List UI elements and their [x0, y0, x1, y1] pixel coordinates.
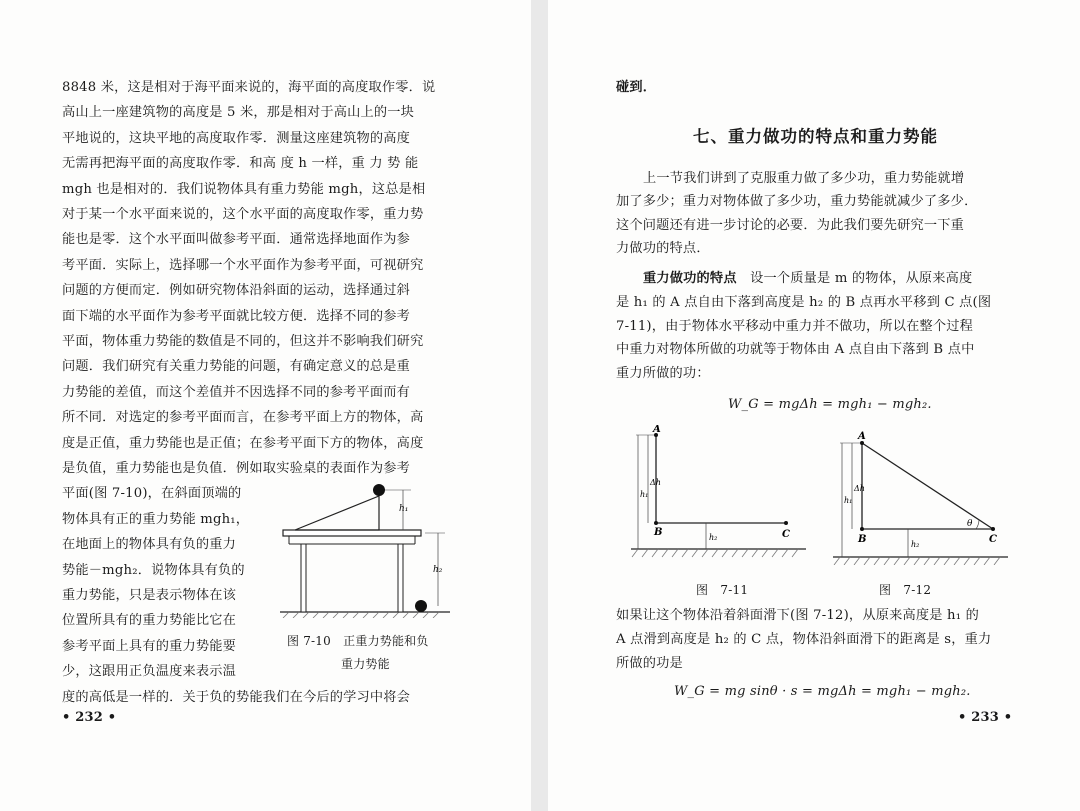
fig11-label-B: B [654, 527, 663, 538]
text-line: 考平面．实际上，选择哪一个水平面作为参考平面，可视研究 [62, 257, 424, 273]
fig12-label-dh: Δh [854, 484, 865, 493]
text-line: 高山上一座建筑物的高度是 5 米，那是相对于高山上的一块 [62, 105, 415, 121]
text-line: 8848 米，这是相对于海平面来说的，海平面的高度取作零．说 [62, 80, 436, 95]
fig12-label-A: A [858, 431, 866, 442]
text-line: A 点滑到高度是 h₂ 的 C 点，物体沿斜面滑下的距离是 s，重力 [616, 632, 992, 647]
figure-7-12-diagram [828, 425, 1013, 565]
text-line: 是负值，重力势能也是负值．例如取实验桌的表面作为参考 [62, 461, 411, 476]
figure-7-10-caption: 图 7-10 正重力势能和负 [287, 634, 429, 648]
text-line: 平地说的，这块平地的高度取作零．测量这座建筑物的高度 [62, 130, 411, 146]
text-line: 度是正值，重力势能也是正值；在参考平面下方的物体，高度 [62, 435, 424, 451]
text-line: 重力势能，只是表示物体在该 [62, 588, 237, 603]
text-line: 7-11)，由于物体水平移动中重力并不做功，所以在整个过程 [616, 318, 974, 334]
text-line: mgh 也是相对的．我们说物体具有重力势能 mgh，这总是相 [62, 181, 426, 197]
text-line: 所做的功是 [616, 656, 683, 671]
figure-7-11-diagram [626, 425, 811, 565]
text-line: 位置所具有的重力势能比它在 [62, 613, 237, 629]
text-line: 如果让这个物体沿着斜面滑下(图 7-12)，从原来高度是 h₁ 的 [616, 608, 979, 623]
figure-7-11-caption: 图 7-11 [696, 583, 749, 597]
text-line: 力做功的特点． [616, 240, 710, 256]
page-number-right: • 233 • [958, 710, 1013, 725]
formula-work-free-fall: W_G = mgΔh = mgh₁ − mgh₂. [728, 397, 932, 412]
text-line: 能也是零．这个水平面叫做参考平面．通常选择地面作为参 [62, 232, 411, 248]
feature-first-line-text: 设一个质量是 m 的物体，从原来高度 [750, 271, 973, 286]
fig11-label-dh: Δh [650, 478, 661, 487]
fig12-label-B: B [858, 534, 867, 545]
fig12-label-theta: θ [967, 519, 973, 529]
text-line: 是 h₁ 的 A 点自由下落到高度是 h₂ 的 B 点再水平移到 C 点(图 [616, 295, 992, 310]
text-line: 面下端的水平面作为参考平面就比较方便．选择不同的参考 [62, 308, 411, 324]
text-line: 平面(图 7-10)，在斜面顶端的 [62, 486, 242, 502]
section-heading: 七、重力做功的特点和重力势能 [693, 127, 938, 146]
fig11-label-h2: h₂ [709, 533, 718, 542]
text-line: 中重力对物体所做的功就等于物体由 A 点自由下落到 B 点中 [616, 342, 975, 357]
text-line: 上一节我们讲到了克服重力做了多少功，重力势能就增 [643, 171, 965, 186]
figure-7-10-table-diagram [275, 478, 455, 618]
feature-paragraph-first-line [643, 270, 972, 288]
left-page [0, 0, 531, 811]
text-line: 力势能的差值，而这个差值并不因选择不同的参考平面而有 [62, 384, 411, 400]
text-line: 加了多少；重力对物体做了多少功，重力势能就减少了多少． [616, 194, 978, 210]
fig11-label-C: C [782, 529, 790, 540]
text-line: 参考平面上具有的重力势能要 [62, 638, 237, 654]
fig12-label-C: C [989, 534, 997, 545]
text-line: 物体具有正的重力势能 mgh₁， [62, 511, 250, 527]
fig10-h1-label: h₁ [399, 504, 409, 514]
feature-title: 重力做功的特点 [643, 271, 737, 286]
text-line: 度的高低是一样的．关于负的势能我们在今后的学习中将会 [62, 689, 411, 705]
fig11-label-A: A [653, 425, 661, 435]
figure-7-12-caption: 图 7-12 [879, 583, 932, 597]
text-line: 势能－mgh₂．说物体具有负的 [62, 562, 245, 578]
formula-work-incline: W_G = mg sinθ · s = mgΔh = mgh₁ − mgh₂. [674, 684, 971, 699]
right-page [548, 0, 1080, 811]
fig12-label-h1: h₁ [844, 496, 853, 505]
text-line: 无需再把海平面的高度取作零．和高 度 h 一样，重 力 势 能 [62, 156, 419, 172]
text-line: 问题．我们研究有关重力势能的问题，有确定意义的总是重 [62, 359, 411, 375]
fig11-label-h1: h₁ [640, 490, 649, 499]
text-line: 平面，物体重力势能的数值是不同的，但这并不影响我们研究 [62, 334, 424, 349]
text-line: 少，这跟用正负温度来表示温 [62, 664, 237, 680]
fig10-h2-label: h₂ [433, 565, 443, 575]
text-line: 问题的方便而定．例如研究物体沿斜面的运动，选择通过斜 [62, 283, 411, 299]
figure-7-10-caption-line2: 重力势能 [341, 657, 390, 671]
text-line: 在地面上的物体具有负的重力 [62, 537, 237, 553]
text-line: 所不同．对选定的参考平面而言，在参考平面上方的物体，高 [62, 410, 424, 426]
text-line: 重力所做的功： [616, 365, 710, 381]
page-number-left: • 232 • [62, 710, 117, 725]
text-line: 这个问题还有进一步讨论的必要．为此我们要先研究一下重 [616, 217, 965, 233]
fig12-label-h2: h₂ [911, 540, 920, 549]
text-line: 对于某一个水平面来说的，这个水平面的高度取作零，重力势 [62, 207, 424, 222]
continued-text: 碰到． [616, 80, 657, 95]
